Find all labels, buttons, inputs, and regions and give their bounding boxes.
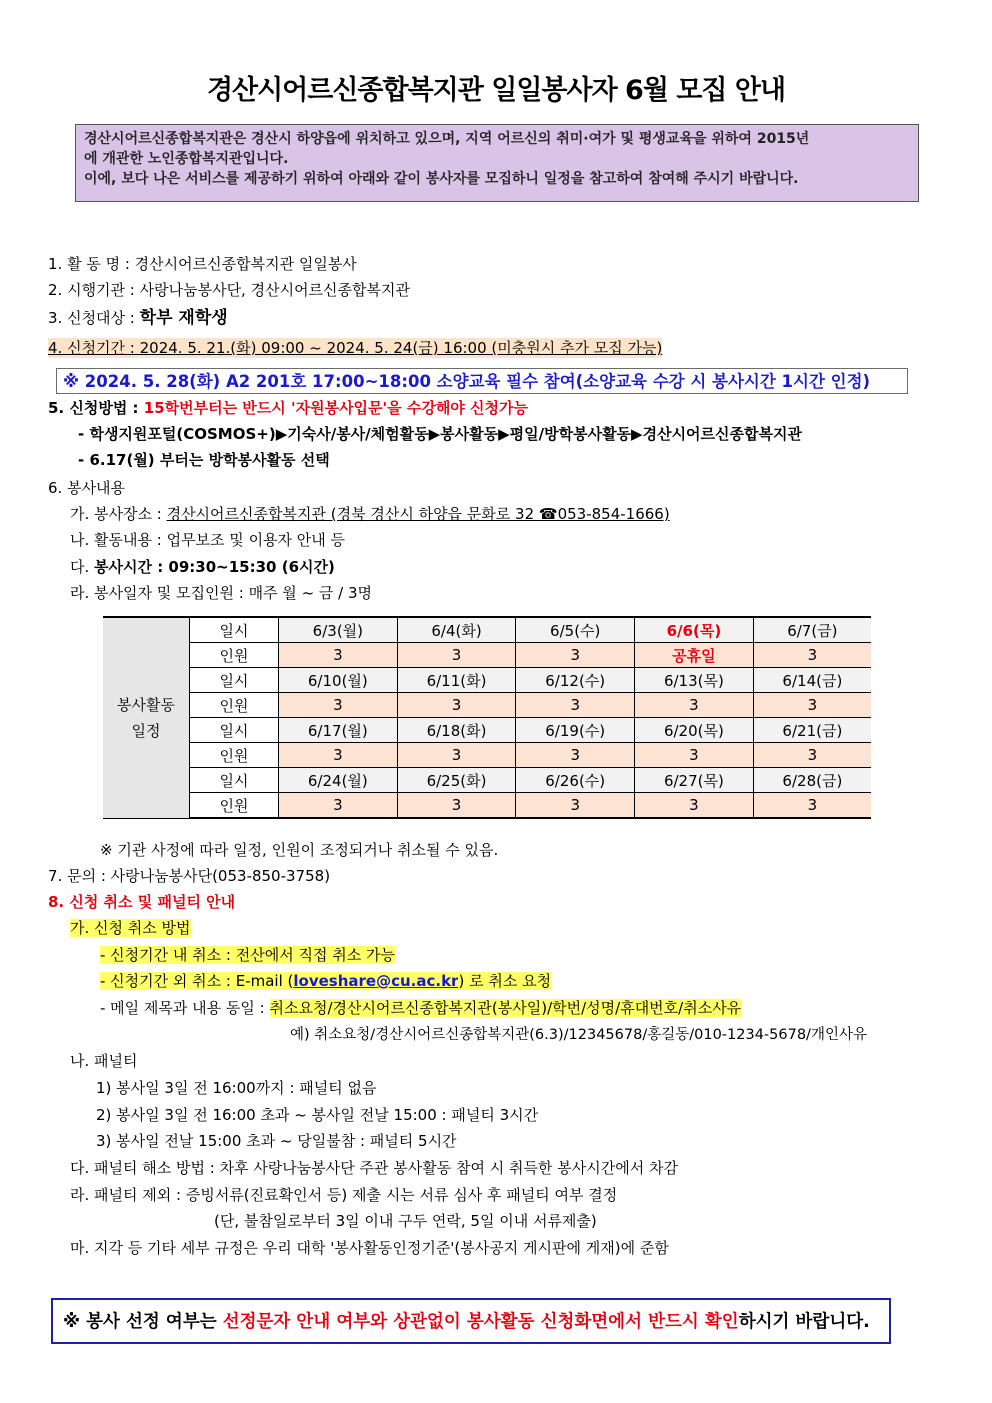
item-activity-content: 나. 활동내용 : 업무보조 및 이용자 안내 등 [70, 531, 346, 549]
schedule-table [103, 616, 871, 819]
schedule-date-label: 일시 [190, 768, 279, 793]
item-location-label: 가. 봉사장소 : [70, 505, 167, 523]
item-method-path: - 학생지원포털(COSMOS+)▶기숙사/봉사/체험활동▶봉사활동▶평일/방학봉사활동▶경산시어르신종합복지관 [78, 425, 802, 443]
education-notice: ※ 2024. 5. 28(화) A2 201호 17:00~18:00 소양교육 필수 참여(소양교육 수강 시 봉사시간 1시간 인정) [56, 368, 908, 394]
schedule-people-cell: 3 [753, 743, 871, 768]
intro-box [75, 124, 919, 202]
schedule-people-cell: 3 [753, 793, 871, 819]
item-method-vacation: - 6.17(월) 부터는 방학봉사활동 선택 [78, 451, 330, 469]
schedule-date-label: 일시 [190, 617, 279, 643]
item-dates-quota: 라. 봉사일자 및 모집인원 : 매주 월 ~ 금 / 3명 [70, 584, 373, 602]
cancel-method-heading: 가. 신청 취소 방법 [70, 919, 191, 937]
selection-notice [51, 1298, 891, 1344]
schedule-date-cell: 6/5(수) [516, 617, 635, 643]
schedule-date-cell: 6/18(화) [397, 718, 516, 743]
item-method [48, 398, 528, 418]
schedule-side-label [103, 617, 190, 818]
schedule-people-cell: 3 [397, 643, 516, 668]
cancel-within-period: - 신청기간 내 취소 : 전산에서 직접 취소 가능 [100, 946, 395, 964]
schedule-people-cell: 3 [635, 743, 754, 768]
cancel-mail-format [100, 998, 741, 1018]
schedule-people-cell: 3 [397, 743, 516, 768]
schedule-people-row [103, 793, 871, 819]
schedule-date-cell: 6/19(수) [516, 718, 635, 743]
schedule-date-cell: 6/14(금) [753, 668, 871, 693]
schedule-date-cell: 6/27(목) [635, 768, 754, 793]
item-period: 4. 신청기간 : 2024. 5. 21.(화) 09:00 ~ 2024. 5. 24(금) 16:00 (미충원시 추가 모집 가능) [48, 339, 663, 357]
schedule-date-cell: 6/26(수) [516, 768, 635, 793]
schedule-people-cell: 3 [279, 743, 398, 768]
schedule-people-cell: 3 [279, 643, 398, 668]
schedule-date-cell: 6/10(월) [279, 668, 398, 693]
schedule-people-cell: 3 [397, 693, 516, 718]
schedule-people-cell: 3 [279, 693, 398, 718]
schedule-date-row [103, 617, 871, 643]
item-time-label: 다. [70, 558, 95, 576]
penalty-3: 3) 봉사일 전날 15:00 초과 ~ 당일불참 : 패널티 5시간 [96, 1132, 457, 1150]
cancel-within-wrap [100, 945, 395, 965]
cancel-outside-period [100, 971, 551, 991]
intro-line-1: 경산시어르신종합복지관은 경산시 하양읍에 위치하고 있으며, 지역 어르신의 취미·여가 및 평생교육을 위하여 2015년 [84, 131, 810, 147]
schedule-people-cell: 3 [516, 693, 635, 718]
schedule-people-cell: 3 [279, 793, 398, 819]
page-title: 경산시어르신종합복지관 일일봉사자 6월 모집 안내 [206, 75, 786, 106]
schedule-people-cell: 3 [635, 793, 754, 819]
item-contact: 7. 문의 : 사랑나눔봉사단(053-850-3758) [48, 867, 331, 885]
item-content-heading: 6. 봉사내용 [48, 479, 126, 497]
schedule-people-cell: 3 [516, 643, 635, 668]
item-organizer: 2. 시행기관 : 사랑나눔봉사단, 경산시어르신종합복지관 [48, 281, 410, 299]
schedule-date-cell: 6/21(금) [753, 718, 871, 743]
schedule-date-cell: 6/4(화) [397, 617, 516, 643]
schedule-date-cell: 6/24(월) [279, 768, 398, 793]
schedule-date-row [103, 718, 871, 743]
cancel-mail-format-label: - 메일 제목과 내용 동일 : [100, 999, 270, 1017]
schedule-people-cell: 3 [753, 693, 871, 718]
selection-notice-pre: ※ 봉사 선정 여부는 [63, 1312, 223, 1332]
schedule-date-cell: 6/7(금) [753, 617, 871, 643]
schedule-date-cell: 6/25(화) [397, 768, 516, 793]
schedule-date-cell: 6/20(목) [635, 718, 754, 743]
schedule-date-cell: 6/12(수) [516, 668, 635, 693]
schedule-date-cell: 6/6(목) [635, 617, 754, 643]
schedule-people-label: 인원 [190, 793, 279, 819]
item-method-value: 15학번부터는 반드시 '자원봉사입문'을 수강해야 신청가능 [143, 399, 528, 417]
schedule-date-cell: 6/28(금) [753, 768, 871, 793]
schedule-people-label: 인원 [190, 743, 279, 768]
cancel-mail-format-value: 취소요청/경산시어르신종합복지관(봉사일)/학번/성명/휴대번호/취소사유 [269, 999, 742, 1017]
item-activity-name: 1. 활 동 명 : 경산시어르신종합복지관 일일봉사 [48, 255, 357, 273]
selection-notice-post: 하시기 바랍니다. [738, 1312, 870, 1332]
penalty-exempt-detail: (단, 불참일로부터 3일 이내 구두 연락, 5일 이내 서류제출) [214, 1212, 597, 1230]
cancel-method-heading-wrap [70, 918, 191, 938]
cancel-mail-example: 예) 취소요청/경산시어르신종합복지관(6.3)/12345678/홍길동/010-1234-5678/개인사유 [290, 1027, 867, 1043]
schedule-people-label: 인원 [190, 643, 279, 668]
item-target-label: 3. 신청대상 : [48, 309, 140, 327]
schedule-date-cell: 6/11(화) [397, 668, 516, 693]
schedule-date-label: 일시 [190, 668, 279, 693]
cancel-outside-post: ) 로 취소 요청 [458, 972, 552, 990]
schedule-people-cell: 3 [516, 743, 635, 768]
schedule-people-cell: 3 [516, 793, 635, 819]
selection-notice-emphasis: 선정문자 안내 여부와 상관없이 봉사활동 신청화면에서 반드시 확인 [222, 1312, 739, 1332]
cancel-heading: 8. 신청 취소 및 패널티 안내 [48, 893, 236, 911]
cancel-email-link[interactable]: loveshare@cu.ac.kr [293, 972, 459, 990]
schedule-side-label-2: 일정 [131, 721, 161, 740]
schedule-people-cell: 공휴일 [635, 643, 754, 668]
penalty-other-rules: 마. 지각 등 기타 세부 규정은 우리 대학 '봉사활동인정기준'(봉사공지 게시판에 게재)에 준함 [70, 1239, 669, 1257]
item-target [48, 308, 228, 328]
item-time [70, 557, 335, 577]
schedule-people-cell: 3 [635, 693, 754, 718]
penalty-2: 2) 봉사일 3일 전 16:00 초과 ~ 봉사일 전날 15:00 : 패널티 3시간 [96, 1106, 539, 1124]
schedule-note: ※ 기관 사정에 따라 일정, 인원이 조정되거나 취소될 수 있음. [100, 841, 499, 859]
schedule-side-label-1: 봉사활동 [117, 695, 175, 714]
schedule-people-cell: 3 [753, 643, 871, 668]
cancel-outside-pre: - 신청기간 외 취소 : E-mail ( [100, 972, 294, 990]
schedule-date-row [103, 768, 871, 793]
schedule-date-cell: 6/17(월) [279, 718, 398, 743]
penalty-exempt: 라. 패널티 제외 : 증빙서류(진료확인서 등) 제출 시는 서류 심사 후 패널티 여부 결정 [70, 1186, 618, 1204]
intro-line-2: 에 개관한 노인종합복지관입니다. [84, 151, 289, 167]
penalty-heading: 나. 패널티 [70, 1052, 138, 1070]
schedule-date-label: 일시 [190, 718, 279, 743]
item-target-value: 학부 재학생 [139, 308, 228, 328]
intro-line-3: 이에, 보다 나은 서비스를 제공하기 위하여 아래와 같이 봉사자를 모집하니 일정을 참고하여 참여해 주시기 바랍니다. [84, 171, 799, 187]
penalty-1: 1) 봉사일 3일 전 16:00까지 : 패널티 없음 [96, 1079, 377, 1097]
item-location-value: 경산시어르신종합복지관 (경북 경산시 하양읍 문화로 32 ☎053-854-1666) [166, 505, 670, 523]
schedule-date-row [103, 668, 871, 693]
item-method-label: 5. 신청방법 : [48, 399, 144, 417]
schedule-people-cell: 3 [397, 793, 516, 819]
item-location [70, 504, 670, 524]
schedule-date-cell: 6/13(목) [635, 668, 754, 693]
schedule-people-row [103, 743, 871, 768]
schedule-people-row [103, 693, 871, 718]
schedule-people-label: 인원 [190, 693, 279, 718]
item-time-value: 봉사시간 : 09:30~15:30 (6시간) [94, 558, 335, 576]
schedule-date-cell: 6/3(월) [279, 617, 398, 643]
penalty-resolve: 다. 패널티 해소 방법 : 차후 사랑나눔봉사단 주관 봉사활동 참여 시 취득한 봉사시간에서 차감 [70, 1159, 678, 1177]
schedule-people-row [103, 643, 871, 668]
